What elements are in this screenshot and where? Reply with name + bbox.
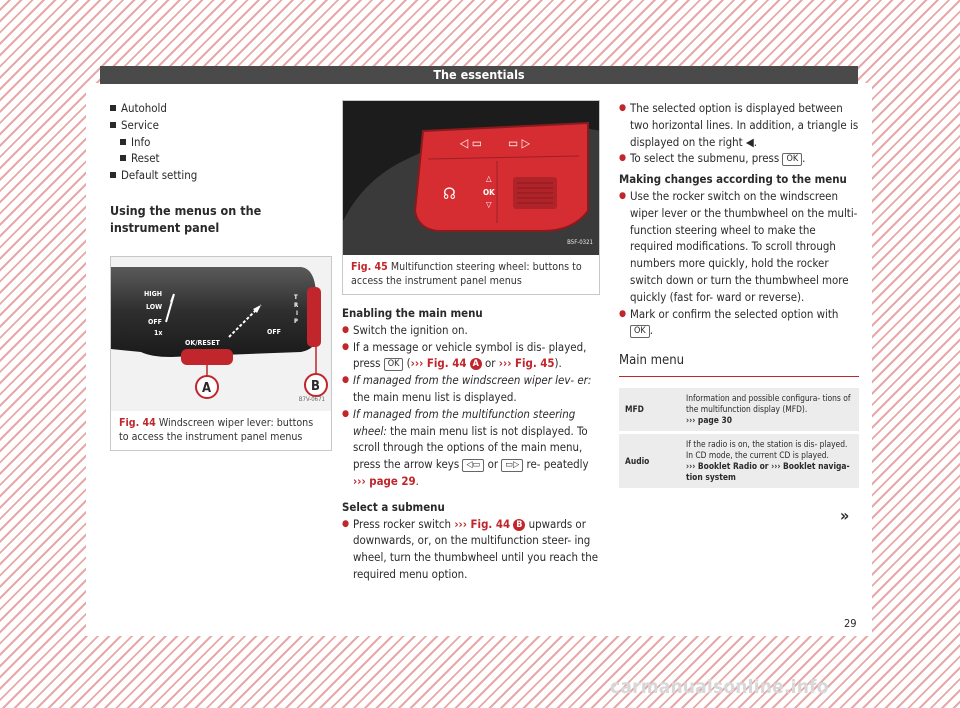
lever-text: LOW [146, 302, 163, 311]
section-heading: Enabling the main menu [342, 306, 483, 320]
lever-text: 1x [154, 328, 163, 337]
wiper-lever-drawing [111, 257, 331, 411]
arrow-right-key-icon: ▭▷ [501, 459, 523, 472]
callout-label: A [202, 380, 212, 396]
figure-link[interactable]: ››› Fig. 45 [498, 356, 555, 371]
continue-mark: » [840, 506, 850, 525]
booklet-link[interactable]: ››› Booklet Radio or ››› Booklet naviga- tion system [686, 461, 850, 483]
menu-name: MFD [619, 388, 680, 431]
figure-45 [342, 100, 600, 295]
section-title: Using the menus on the instrument panel [110, 202, 262, 235]
section-heading: Select a submenu [342, 499, 445, 514]
trip-rocker [307, 287, 321, 347]
callout-b-badge: B [513, 519, 525, 531]
ok-key-icon: OK [782, 153, 802, 166]
lever-text: OK/RESET [185, 338, 220, 347]
section-heading: Making changes according to the menu [619, 172, 847, 187]
figure-label: Fig. 45 [351, 261, 388, 273]
lever-text: T [294, 293, 298, 301]
lever-text: OFF [267, 327, 281, 336]
page-link[interactable]: ››› page 29 [353, 473, 416, 488]
bullet-item: ● If a message or vehicle symbol is dis- played, press OK (››› Fig. 44 A or ››› Fig. 45). [342, 339, 600, 373]
bullet-item: ● Switch the ignition on. [342, 322, 600, 339]
table-row [619, 388, 859, 431]
ok-reset-button [181, 349, 233, 365]
lever-text: P [294, 317, 298, 325]
page-header: The essentials [100, 66, 858, 84]
lever-text: HIGH [144, 289, 163, 298]
lever-text: R [294, 301, 299, 309]
page-link[interactable]: ››› page 30 [686, 415, 733, 426]
bullet-item: ● If managed from the multifunction steering wheel: the main menu list is not displayed. To scroll through the options of the main menu, press the arrow keys ◁▭ or ▭▷ re- peatedly ››› page 29. [342, 406, 600, 490]
bullet-item: ● Mark or confirm the selected option with OK . [619, 306, 859, 340]
figure-44 [110, 256, 332, 451]
list-item: Info [120, 134, 332, 151]
steering-wheel-drawing [343, 101, 599, 255]
page-number: 29 [844, 617, 857, 630]
main-menu-table [619, 385, 859, 491]
left-column [110, 100, 332, 451]
voice-icon: ☊ [443, 184, 456, 203]
bullet-item: ● The selected option is displayed between two horizontal lines. In addition, a triangle is displayed on the right ◀. [619, 100, 859, 150]
button-panel [415, 123, 588, 231]
figure-link[interactable]: ››› Fig. 44 [454, 516, 511, 531]
main-menu-title: Main menu [619, 348, 859, 377]
down-icon: ▽ [486, 200, 492, 209]
watermark: carmanualsonline.info [610, 676, 829, 698]
caption-text: Windscreen wiper lever: buttons to access the instrument panel menus [119, 416, 314, 443]
wiper-lever-image [111, 257, 331, 411]
menu-name: Audio [619, 434, 680, 488]
menu-desc: Information and possible configura- tions of the multifunction display (MFD). ››› page 30 [680, 388, 859, 431]
up-icon: △ [486, 174, 492, 183]
arrow-left-key-icon: ◁▭ [462, 459, 484, 472]
lever-text: I [296, 309, 299, 317]
ok-key-icon: OK [630, 325, 650, 338]
figure-link[interactable]: ››› Fig. 44 [410, 356, 467, 371]
arrow-left-icon: ◁ ▭ [460, 136, 482, 150]
list-item: Service [110, 117, 332, 134]
triangle-left-icon: ◀ [745, 134, 754, 149]
enabling-section [342, 305, 600, 490]
lever-text: OFF [148, 317, 162, 326]
caption-text: Multifunction steering wheel: buttons to access the instrument panel menus [351, 261, 582, 287]
figure-label: Fig. 44 [119, 416, 156, 429]
list-item: Default setting [110, 167, 332, 184]
bullet-item: ● If managed from the windscreen wiper lev- er: the main menu list is displayed. [342, 372, 600, 406]
figure-caption [343, 255, 599, 294]
bullet-item: ● Use the rocker switch on the windscreen wiper lever or the thumbwheel on the multi- function steering wheel to make the required modifications. To scroll through numbers more quickly, hold the rocker switch down or turn the thumbwheel more quickly (fast for- ward or reverse). [619, 188, 859, 306]
menu-desc: If the radio is on, the station is dis- played. In CD mode, the current CD is played. ››› Booklet Radio or ››› Booklet naviga- tion system [680, 434, 859, 488]
menu-list [110, 100, 332, 184]
bullet-item: ● To select the submenu, press OK . [619, 150, 859, 167]
arrow-right-icon: ▭ ▷ [508, 136, 530, 150]
callout-a-badge: A [470, 358, 482, 370]
list-item: Autohold [110, 100, 332, 117]
bullet-item: ● Press rocker switch ››› Fig. 44 B upwards or downwards, or, on the multifunction steer- ing wheel, turn the thumbwheel until you reach the required menu option. [342, 516, 600, 583]
figure-caption [111, 411, 331, 450]
middle-column [342, 100, 600, 583]
list-item: Reset [120, 150, 332, 167]
image-code: B7V-0671 [298, 396, 325, 404]
steering-wheel-image [343, 101, 599, 255]
right-column [619, 100, 859, 491]
ok-key-icon: OK [384, 358, 404, 371]
image-code: B5F-0321 [567, 239, 593, 247]
submenu-section [342, 499, 600, 583]
table-row [619, 434, 859, 488]
ok-label: OK [483, 188, 495, 197]
callout-label: B [311, 378, 320, 394]
